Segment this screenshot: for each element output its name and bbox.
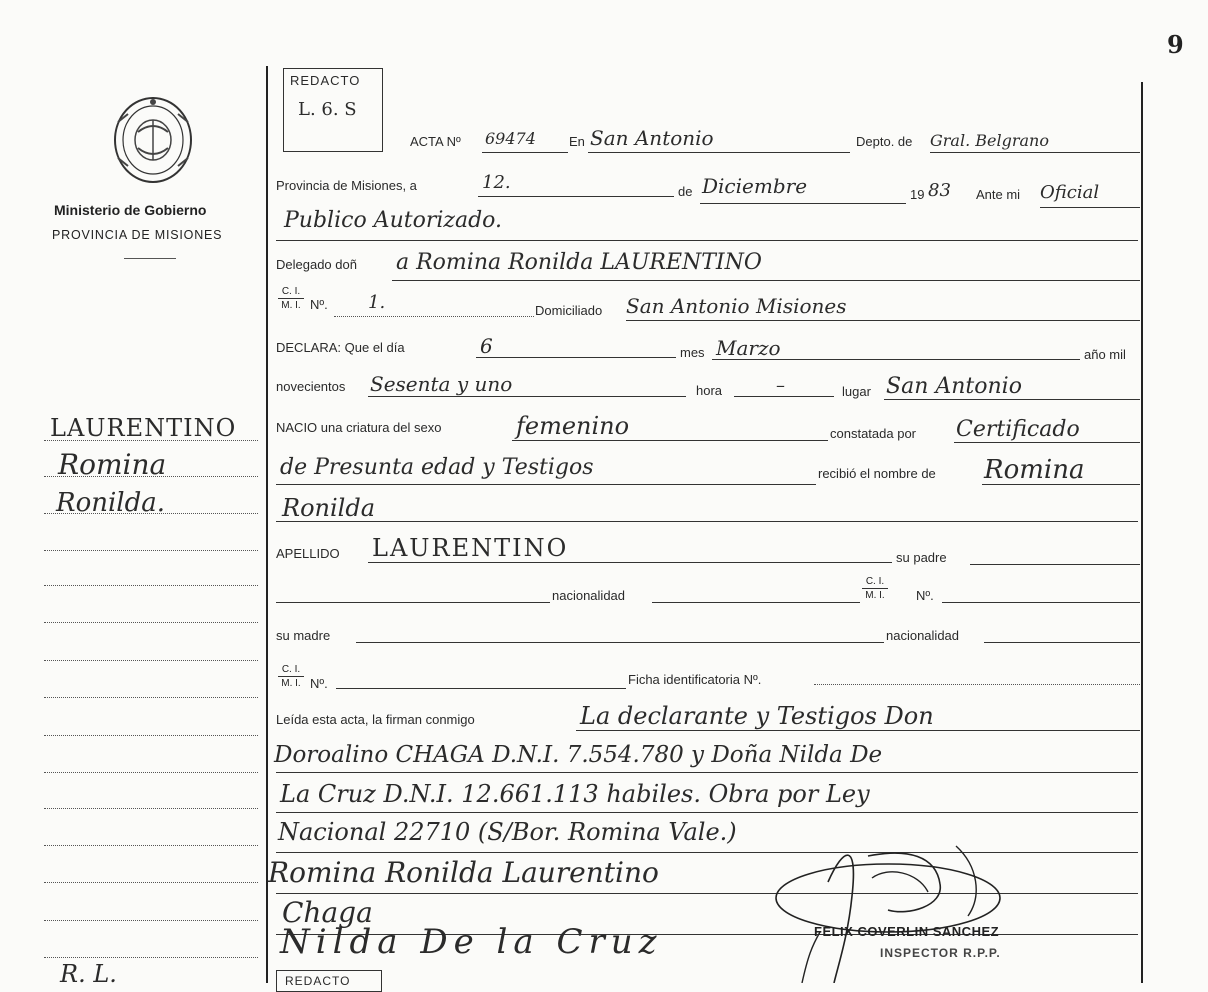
- header-divider: [124, 258, 176, 259]
- signature-witness-1: Chaga: [282, 896, 373, 929]
- acta-number: 69474: [485, 129, 536, 148]
- margin-rule: [44, 957, 258, 958]
- hora-label: hora: [696, 383, 723, 398]
- delegado-value: a Romina Ronilda LAURENTINO: [396, 250, 762, 275]
- hora-value: –: [776, 375, 785, 396]
- de-label: de: [678, 184, 693, 199]
- nacio-label: NACIO una criatura del sexo: [276, 420, 442, 435]
- form-line: [356, 642, 884, 643]
- declara-label: DECLARA: Que el día: [276, 340, 405, 355]
- ci-mi-fraction: [278, 286, 304, 311]
- bottom-redacto-label: REDACTO: [285, 974, 351, 988]
- constatada-cont: de Presunta edad y Testigos: [280, 455, 594, 480]
- form-line: [276, 812, 1138, 813]
- form-line: [336, 688, 626, 689]
- form-line: [1040, 207, 1140, 208]
- delegado-label: Delegado doñ: [276, 257, 357, 272]
- birth-year: Sesenta y uno: [370, 372, 513, 396]
- form-line: [276, 602, 550, 603]
- margin-rule: [44, 735, 258, 736]
- form-line: [652, 602, 860, 603]
- nombre-cont: Ronilda: [282, 494, 375, 522]
- acta-en-label: En: [569, 134, 585, 149]
- madre-no-label: Nº.: [310, 676, 328, 691]
- margin-rule: [44, 440, 258, 441]
- form-line: [970, 564, 1140, 565]
- depto-value: Gral. Belgrano: [930, 131, 1049, 150]
- domicilio-label: Domiciliado: [535, 303, 603, 318]
- ci-label: C. I.: [278, 286, 304, 299]
- margin-rule: [44, 550, 258, 551]
- margin-surname: LAURENTINO: [50, 414, 237, 442]
- redacto-label: REDACTO: [290, 73, 361, 88]
- year-prefix: 19: [910, 187, 925, 202]
- lugar-label: lugar: [842, 384, 871, 399]
- margin-rule: [44, 622, 258, 623]
- acta-year: 83: [928, 180, 951, 201]
- mes-label: mes: [680, 345, 705, 360]
- sexo-value: femenino: [516, 412, 630, 440]
- form-line: [334, 316, 534, 317]
- ci-label: C. I.: [278, 664, 304, 677]
- margin-rule: [44, 585, 258, 586]
- acta-place: San Antonio: [590, 126, 714, 150]
- ministry-title: Ministerio de Gobierno: [54, 202, 207, 218]
- lugar-value: San Antonio: [886, 374, 1022, 399]
- ci-label: C. I.: [862, 576, 888, 589]
- margin-rule: [44, 660, 258, 661]
- form-line: [814, 684, 1140, 685]
- margin-rule: [44, 882, 258, 883]
- form-line: [512, 440, 828, 441]
- form-line: [368, 562, 892, 563]
- birth-day: 6: [480, 334, 493, 358]
- form-line: [626, 320, 1140, 321]
- acta-month: Diciembre: [702, 174, 808, 198]
- mi-label: M. I.: [281, 678, 301, 689]
- birth-month: Marzo: [716, 336, 781, 360]
- official-name-stamp: FELIX COVERLIN SANCHEZ: [814, 924, 1000, 939]
- margin-rule: [44, 697, 258, 698]
- margin-second-name: Ronilda.: [56, 488, 166, 518]
- depto-label: Depto. de: [856, 134, 913, 149]
- form-line: [276, 772, 1138, 773]
- form-line: [392, 280, 1140, 281]
- official-role-stamp: INSPECTOR R.P.P.: [880, 946, 1001, 960]
- margin-rule: [44, 920, 258, 921]
- leida-line-4: Nacional 22710 (S/Bor. Romina Vale.): [278, 818, 737, 846]
- padre-label: su padre: [896, 550, 947, 565]
- novecientos-label: novecientos: [276, 379, 346, 394]
- recibio-label: recibió el nombre de: [818, 466, 936, 481]
- form-line: [734, 396, 834, 397]
- frame-right-line: [1141, 82, 1143, 983]
- province-subtitle: PROVINCIA DE MISIONES: [52, 228, 223, 242]
- acta-label: ACTA Nº: [410, 134, 461, 149]
- leida-line-1: La declarante y Testigos Don: [580, 702, 934, 730]
- form-line: [954, 442, 1140, 443]
- padre-no-label: Nº.: [916, 588, 934, 603]
- form-line: [276, 852, 1138, 853]
- mi-label: M. I.: [281, 300, 301, 311]
- leida-label: Leída esta acta, la firman conmigo: [276, 712, 475, 727]
- form-line: [368, 396, 686, 397]
- form-line: [576, 730, 1140, 731]
- apellido-value: LAURENTINO: [372, 534, 569, 562]
- page-number: 9: [1167, 30, 1184, 59]
- margin-rule: [44, 808, 258, 809]
- form-line: [476, 357, 676, 358]
- madre-label: su madre: [276, 628, 331, 643]
- form-line: [482, 152, 568, 153]
- ficha-label: Ficha identificatoria Nº.: [628, 672, 762, 687]
- form-line: [984, 642, 1140, 643]
- margin-first-name: Romina: [58, 448, 167, 481]
- margin-rule: [44, 772, 258, 773]
- ante-label: Ante mi: [976, 187, 1021, 202]
- provincial-seal-icon: [108, 92, 198, 188]
- padre-nacionalidad-label: nacionalidad: [552, 588, 626, 603]
- redacto-initials: L. 6. S: [298, 99, 357, 120]
- nombre-value: Romina: [984, 455, 1085, 485]
- ci-number: 1.: [368, 292, 386, 313]
- margin-rule: [44, 476, 258, 477]
- mi-label: M. I.: [865, 590, 885, 601]
- ci-no-label: Nº.: [310, 297, 328, 312]
- form-line: [712, 359, 1080, 360]
- madre-ci-mi-fraction: [278, 664, 304, 689]
- domicilio-value: San Antonio Misiones: [626, 294, 847, 318]
- form-line: [588, 152, 850, 153]
- ante-value: Oficial: [1040, 182, 1100, 203]
- margin-rule: [44, 513, 258, 514]
- madre-nacionalidad-label: nacionalidad: [886, 628, 960, 643]
- margin-rule: [44, 845, 258, 846]
- bottom-margin-note: R. L.: [60, 960, 117, 988]
- apellido-label: APELLIDO: [276, 546, 340, 561]
- constatada-label: constatada por: [830, 426, 917, 441]
- leida-line-2: Doroalino CHAGA D.N.I. 7.554.780 y Doña Nilda De: [274, 742, 883, 768]
- acta-day: 12.: [482, 172, 511, 193]
- signature-declarant: Romina Ronilda Laurentino: [268, 856, 659, 889]
- ano-label: año mil: [1084, 347, 1126, 362]
- form-line: [276, 521, 1138, 522]
- form-line: [982, 484, 1140, 485]
- official-signature-icon: [768, 836, 1008, 983]
- form-line: [276, 484, 816, 485]
- constatada-value: Certificado: [956, 417, 1080, 442]
- signature-witness-2: Nilda De la Cruz: [280, 922, 663, 962]
- form-line: [478, 196, 674, 197]
- redacto-stamp: [283, 68, 383, 152]
- frame-left-line: [266, 66, 268, 983]
- padre-ci-mi-fraction: [862, 576, 888, 601]
- provincia-label: Provincia de Misiones, a: [276, 178, 417, 193]
- form-line: [942, 602, 1140, 603]
- ante-cont: Publico Autorizado.: [284, 208, 503, 233]
- form-line: [276, 240, 1138, 241]
- form-line: [930, 152, 1140, 153]
- bottom-redacto-stamp: [276, 970, 382, 992]
- form-line: [700, 203, 906, 204]
- form-line: [276, 893, 1138, 894]
- leida-line-3: La Cruz D.N.I. 12.661.113 habiles. Obra por Ley: [280, 780, 870, 808]
- form-line: [884, 399, 1140, 400]
